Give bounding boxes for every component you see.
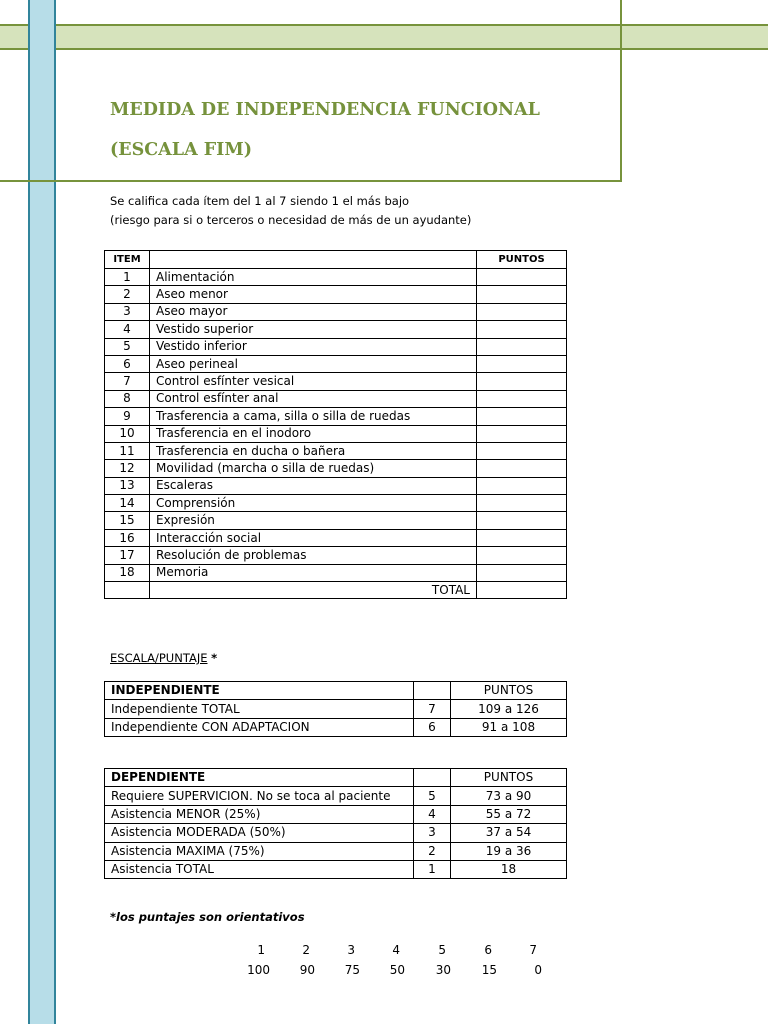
- item-label: Expresión: [150, 512, 477, 529]
- scale-label-text: ESCALA/PUNTAJE: [110, 651, 208, 665]
- table-row: [105, 842, 567, 860]
- table-row: [105, 269, 567, 286]
- table-row: [105, 460, 567, 477]
- table-row: [105, 495, 567, 512]
- scale-label-cell: Asistencia MAXIMA (75%): [105, 842, 414, 860]
- independent-header-points: PUNTOS: [451, 682, 567, 700]
- dependent-body: [105, 769, 567, 879]
- item-label: Trasferencia a cama, silla o silla de ruedas: [150, 408, 477, 425]
- page-title: MEDIDA DE INDEPENDENCIA FUNCIONAL: [110, 100, 540, 120]
- title-frame-right-line: [620, 0, 622, 182]
- independent-body: [105, 682, 567, 737]
- item-label: Control esfínter vesical: [150, 373, 477, 390]
- item-number: 12: [105, 460, 150, 477]
- scale-range-cell: 18: [451, 860, 567, 878]
- scale-label-cell: Asistencia TOTAL: [105, 860, 414, 878]
- reference-percent: 50: [389, 963, 405, 977]
- item-points-cell[interactable]: [477, 547, 567, 564]
- item-label: Interacción social: [150, 529, 477, 546]
- item-points-cell[interactable]: [477, 512, 567, 529]
- item-points-cell[interactable]: [477, 564, 567, 581]
- table-row: [105, 700, 567, 718]
- table-row: [105, 512, 567, 529]
- item-number: 11: [105, 442, 150, 459]
- table-row: [105, 805, 567, 823]
- reference-level: 6: [484, 943, 492, 957]
- reference-percent: 15: [481, 963, 497, 977]
- item-points-cell[interactable]: [477, 321, 567, 338]
- scale-level-cell: 3: [414, 824, 451, 842]
- item-label: Memoria: [150, 564, 477, 581]
- total-points-cell[interactable]: [477, 582, 567, 599]
- item-label: Aseo menor: [150, 286, 477, 303]
- item-points-cell[interactable]: [477, 286, 567, 303]
- reference-percent: 75: [344, 963, 360, 977]
- table-row: [105, 408, 567, 425]
- scale-range-cell: 19 a 36: [451, 842, 567, 860]
- dependent-header-label: DEPENDIENTE: [105, 769, 414, 787]
- item-points-cell[interactable]: [477, 338, 567, 355]
- total-empty-cell: [105, 582, 150, 599]
- items-header-row: [105, 251, 567, 269]
- item-points-cell[interactable]: [477, 355, 567, 372]
- table-row: [105, 442, 567, 459]
- scale-level-cell: 7: [414, 700, 451, 718]
- title-frame-bottom-line: [0, 180, 622, 182]
- item-number: 7: [105, 373, 150, 390]
- items-body: [105, 269, 567, 599]
- footnote: *los puntajes son orientativos: [110, 910, 305, 924]
- table-row: [105, 529, 567, 546]
- table-row: [105, 824, 567, 842]
- table-row: [105, 718, 567, 736]
- item-number: 8: [105, 390, 150, 407]
- scale-label-cell: Requiere SUPERVICION. No se toca al paciente: [105, 787, 414, 805]
- item-points-cell[interactable]: [477, 390, 567, 407]
- item-label: Resolución de problemas: [150, 547, 477, 564]
- description-column-header: [150, 251, 477, 269]
- scale-range-cell: 55 a 72: [451, 805, 567, 823]
- scale-label-star: *: [211, 651, 218, 665]
- table-row: [105, 373, 567, 390]
- item-number: 14: [105, 495, 150, 512]
- intro-line-2: (riesgo para si o terceros o necesidad de más de un ayudante): [110, 213, 472, 227]
- item-label: Vestido superior: [150, 321, 477, 338]
- reference-percent: 30: [435, 963, 451, 977]
- item-number: 1: [105, 269, 150, 286]
- table-row: [105, 425, 567, 442]
- scale-label-cell: Asistencia MODERADA (50%): [105, 824, 414, 842]
- scale-label-cell: Independiente TOTAL: [105, 700, 414, 718]
- item-number: 10: [105, 425, 150, 442]
- left-vertical-bar: [28, 0, 56, 1024]
- scale-level-cell: 2: [414, 842, 451, 860]
- table-row: [105, 860, 567, 878]
- scale-level-cell: 4: [414, 805, 451, 823]
- item-number: 6: [105, 355, 150, 372]
- item-points-cell[interactable]: [477, 442, 567, 459]
- item-points-cell[interactable]: [477, 269, 567, 286]
- item-number: 18: [105, 564, 150, 581]
- scale-range-cell: 91 a 108: [451, 718, 567, 736]
- table-row: [105, 286, 567, 303]
- item-number: 2: [105, 286, 150, 303]
- reference-level: 3: [347, 943, 355, 957]
- independent-header-row: [105, 682, 567, 700]
- independent-header-label: INDEPENDIENTE: [105, 682, 414, 700]
- scale-label-cell: Asistencia MENOR (25%): [105, 805, 414, 823]
- item-points-cell[interactable]: [477, 303, 567, 320]
- reference-level: 1: [257, 943, 265, 957]
- table-row: [105, 303, 567, 320]
- scale-level-cell: 6: [414, 718, 451, 736]
- item-number: 16: [105, 529, 150, 546]
- item-number: 17: [105, 547, 150, 564]
- scale-level-cell: 1: [414, 860, 451, 878]
- reference-level: 4: [392, 943, 400, 957]
- item-label: Trasferencia en el inodoro: [150, 425, 477, 442]
- item-number: 3: [105, 303, 150, 320]
- item-label: Aseo mayor: [150, 303, 477, 320]
- table-row: [105, 321, 567, 338]
- dependent-table: [104, 768, 567, 879]
- item-points-cell[interactable]: [477, 460, 567, 477]
- item-label: Trasferencia en ducha o bañera: [150, 442, 477, 459]
- reference-percent: 100: [247, 963, 270, 977]
- table-row: [105, 564, 567, 581]
- item-number: 15: [105, 512, 150, 529]
- scale-label: [110, 651, 217, 665]
- dependent-header-row: [105, 769, 567, 787]
- page-subtitle: (ESCALA FIM): [110, 140, 252, 160]
- item-label: Alimentación: [150, 269, 477, 286]
- table-row: [105, 477, 567, 494]
- item-number: 9: [105, 408, 150, 425]
- reference-percent: 90: [299, 963, 315, 977]
- independent-table: [104, 681, 567, 737]
- item-column-header: ITEM: [105, 251, 150, 269]
- item-label: Escaleras: [150, 477, 477, 494]
- item-label: Control esfínter anal: [150, 390, 477, 407]
- item-number: 4: [105, 321, 150, 338]
- reference-level: 5: [438, 943, 446, 957]
- total-row: [105, 582, 567, 599]
- scale-level-cell: 5: [414, 787, 451, 805]
- scale-label-cell: Independiente CON ADAPTACION: [105, 718, 414, 736]
- item-label: Movilidad (marcha o silla de ruedas): [150, 460, 477, 477]
- reference-level: 7: [529, 943, 537, 957]
- table-row: [105, 355, 567, 372]
- item-number: 5: [105, 338, 150, 355]
- item-points-cell[interactable]: [477, 477, 567, 494]
- item-label: Comprensión: [150, 495, 477, 512]
- table-row: [105, 338, 567, 355]
- item-points-cell[interactable]: [477, 408, 567, 425]
- item-number: 13: [105, 477, 150, 494]
- scale-range-cell: 73 a 90: [451, 787, 567, 805]
- independent-header-level: [414, 682, 451, 700]
- item-label: Vestido inferior: [150, 338, 477, 355]
- total-label: TOTAL: [150, 582, 477, 599]
- table-row: [105, 390, 567, 407]
- table-row: [105, 547, 567, 564]
- header-band: [0, 24, 768, 50]
- scale-range-cell: 109 a 126: [451, 700, 567, 718]
- dependent-header-level: [414, 769, 451, 787]
- scale-range-cell: 37 a 54: [451, 824, 567, 842]
- item-points-cell[interactable]: [477, 425, 567, 442]
- points-column-header: PUNTOS: [477, 251, 567, 269]
- table-row: [105, 787, 567, 805]
- item-points-cell[interactable]: [477, 529, 567, 546]
- item-points-cell[interactable]: [477, 495, 567, 512]
- reference-percent: 0: [534, 963, 542, 977]
- item-points-cell[interactable]: [477, 373, 567, 390]
- item-label: Aseo perineal: [150, 355, 477, 372]
- items-table: [104, 250, 567, 599]
- dependent-header-points: PUNTOS: [451, 769, 567, 787]
- intro-line-1: Se califica cada ítem del 1 al 7 siendo 1 el más bajo: [110, 194, 410, 208]
- reference-level: 2: [302, 943, 310, 957]
